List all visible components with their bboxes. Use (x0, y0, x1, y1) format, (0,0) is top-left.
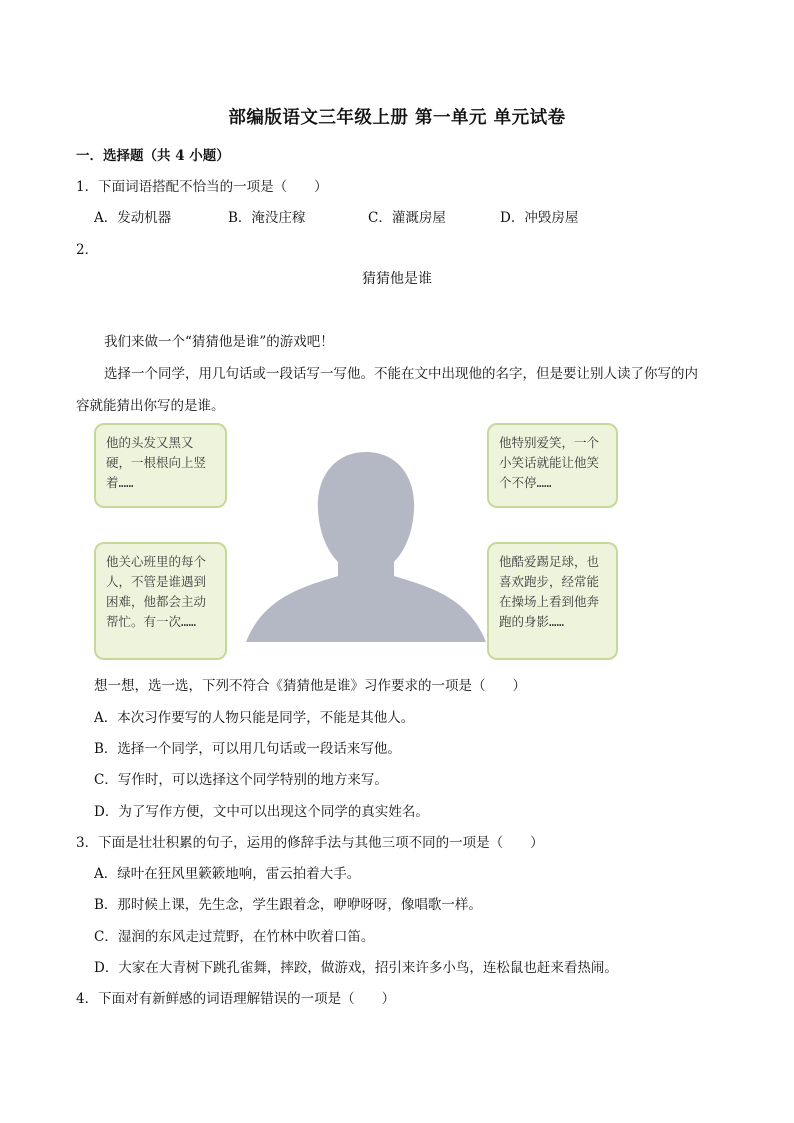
question-3-option-b: B．那时候上课，先生念，学生跟着念，咿咿呀呀，像唱歌一样。 (94, 897, 482, 913)
hint-bubble-helpful: 他关心班里的每个人，不管是谁遇到困难，他都会主动帮忙。有一次…… (94, 542, 227, 660)
question-3-stem: 3．下面是壮壮积累的句子，运用的修辞手法与其他三项不同的一项是（ ） (76, 835, 544, 851)
question-3-option-c: C．湿润的东风走过荒野，在竹林中吹着口笛。 (94, 929, 375, 945)
page-title: 部编版语文三年级上册 第一单元 单元试卷 (228, 108, 566, 128)
hint-bubble-football: 他酷爱踢足球，也喜欢跑步，经常能在操场上看到他奔跑的身影…… (487, 542, 618, 660)
question-1-option-a: A．发动机器 (94, 210, 172, 226)
question-1-option-d: D．冲毁房屋 (500, 210, 579, 226)
passage-paragraph-line2: 容就能猜出你写的是谁。 (76, 398, 225, 414)
question-3-option-a: A．绿叶在狂风里簌簌地响，雷云拍着大手。 (94, 866, 361, 882)
question-2-option-c: C．写作时，可以选择这个同学特别的地方来写。 (94, 772, 388, 788)
question-2-number: 2． (76, 242, 99, 258)
person-silhouette-icon (246, 426, 486, 642)
passage-title: 猜猜他是谁 (362, 271, 432, 287)
question-1-option-c: C．灌溉房屋 (368, 210, 446, 226)
question-3-option-d: D．大家在大青树下跳孔雀舞，摔跤，做游戏，招引来许多小鸟，连松鼠也赶来看热闹。 (94, 960, 618, 976)
section-heading: 一．选择题（共 4 小题） (76, 148, 230, 164)
hint-bubble-laugh: 他特别爱笑，一个小笑话就能让他笑个不停…… (487, 423, 618, 508)
passage-paragraph-line1: 选择一个同学，用几句话或一段话写一写他。不能在文中出现他的名字，但是要让别人读了你写的内 (104, 366, 698, 382)
question-1-stem: 1．下面词语搭配不恰当的一项是（ ） (76, 179, 328, 195)
question-2-option-b: B．选择一个同学，可以用几句话或一段话来写他。 (94, 741, 401, 757)
question-1-option-b: B．淹没庄稼 (228, 210, 306, 226)
question-2-stem: 想一想，选一选，下列不符合《猜猜他是谁》习作要求的一项是（ ） (94, 678, 526, 694)
question-2-option-d: D．为了写作方便，文中可以出现这个同学的真实姓名。 (94, 804, 429, 820)
passage-intro: 我们来做一个“猜猜他是谁”的游戏吧！ (104, 334, 334, 350)
question-2-option-a: A．本次习作要写的人物只能是同学，不能是其他人。 (94, 710, 415, 726)
hint-bubble-hair: 他的头发又黑又硬，一根根向上竖着…… (94, 423, 227, 508)
question-4-stem: 4．下面对有新鲜感的词语理解错误的一项是（ ） (76, 991, 396, 1007)
